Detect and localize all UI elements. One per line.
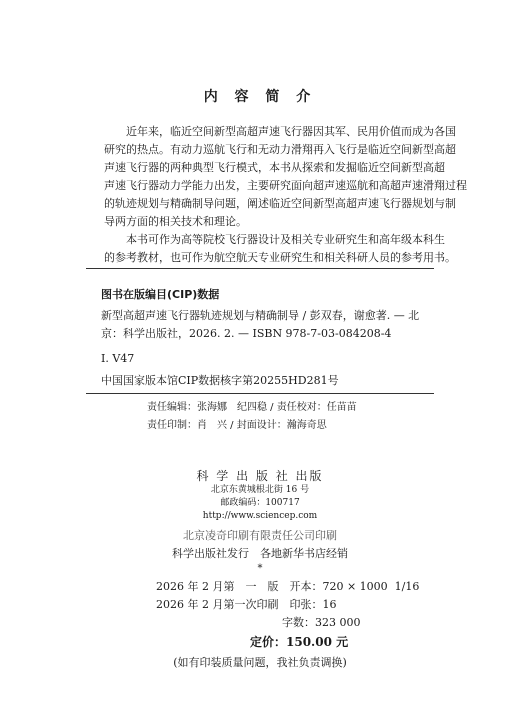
price: 定价：150.00 元 [250, 635, 349, 649]
publisher-postcode: 邮政编码：100717 [220, 498, 300, 508]
production-line: 责任印制：肖 兴 / 封面设计：瀚海奇思 [147, 420, 327, 431]
quality-notice: (如有印装质量问题，我社负责调换) [173, 656, 347, 669]
printing-line: 2026 年 2 月第一次印刷 印张：16 [156, 598, 337, 611]
publisher-website: http://www.sciencep.com [202, 511, 318, 521]
star-separator: * [257, 563, 263, 574]
cip-desc-line: 新型高超声速飞行器轨迹规划与精确制导 / 彭双春，谢愈著. — 北 [101, 309, 420, 322]
cip-description [101, 307, 441, 343]
summary-line: 近年来，临近空间新型高超声速飞行器因其军、民用价值而成为各国 [126, 125, 456, 138]
top-divider [86, 268, 434, 269]
printer-line: 北京凌奇印刷有限责任公司印刷 [183, 529, 337, 542]
cip-desc-line: 京：科学出版社，2026. 2. — ISBN 978-7-03-084208-4 [101, 327, 392, 340]
editors-line: 责任编辑：张海娜 纪四稳 / 责任校对：任苗苗 [147, 402, 357, 413]
summary-paragraph-2 [104, 231, 456, 267]
summary-line: 研究的热点。有动力巡航飞行和无动力滑翔再入飞行是临近空间新型高超 [104, 143, 456, 156]
summary-line: 声速飞行器的两种典型飞行模式，本书从探索和发掘临近空间新型高超 [104, 161, 445, 174]
summary-line: 的轨迹规划与精确制导问题，阐述临近空间新型高超声速飞行器规划与制 [104, 197, 456, 210]
publisher-address-block [0, 484, 520, 523]
cip-record-number: 中国国家版本馆CIP数据核字第20255HD281号 [101, 374, 339, 387]
summary-line: 声速飞行器动力学能力出发，主要研究面向超声速巡航和高超声速滑翔过程 [104, 179, 467, 192]
cip-divider [86, 393, 434, 394]
summary-line: 本书可作为高等院校飞行器设计及相关专业研究生和高年级本科生 [126, 233, 445, 246]
publisher-name: 科 学 出 版 社 出版 [196, 469, 324, 483]
cip-classification: Ⅰ. V47 [101, 352, 135, 365]
word-count: 字数：323 000 [282, 616, 361, 629]
summary-line: 导两方面的相关技术和理论。 [104, 215, 247, 228]
publisher-address: 北京东黄城根北街 16 号 [210, 485, 310, 495]
distribution-line: 科学出版社发行 各地新华书店经销 [172, 547, 348, 560]
summary-paragraph-1 [104, 123, 467, 231]
summary-title: 内 容 简 介 [203, 89, 317, 105]
cip-heading: 图书在版编目(CIP)数据 [101, 288, 220, 301]
summary-line: 的参考教材，也可作为航空航天专业研究生和相关科研人员的参考用书。 [104, 251, 456, 264]
edition-line: 2026 年 2 月第 一 版 开本：720 × 1000 1/16 [156, 580, 420, 593]
